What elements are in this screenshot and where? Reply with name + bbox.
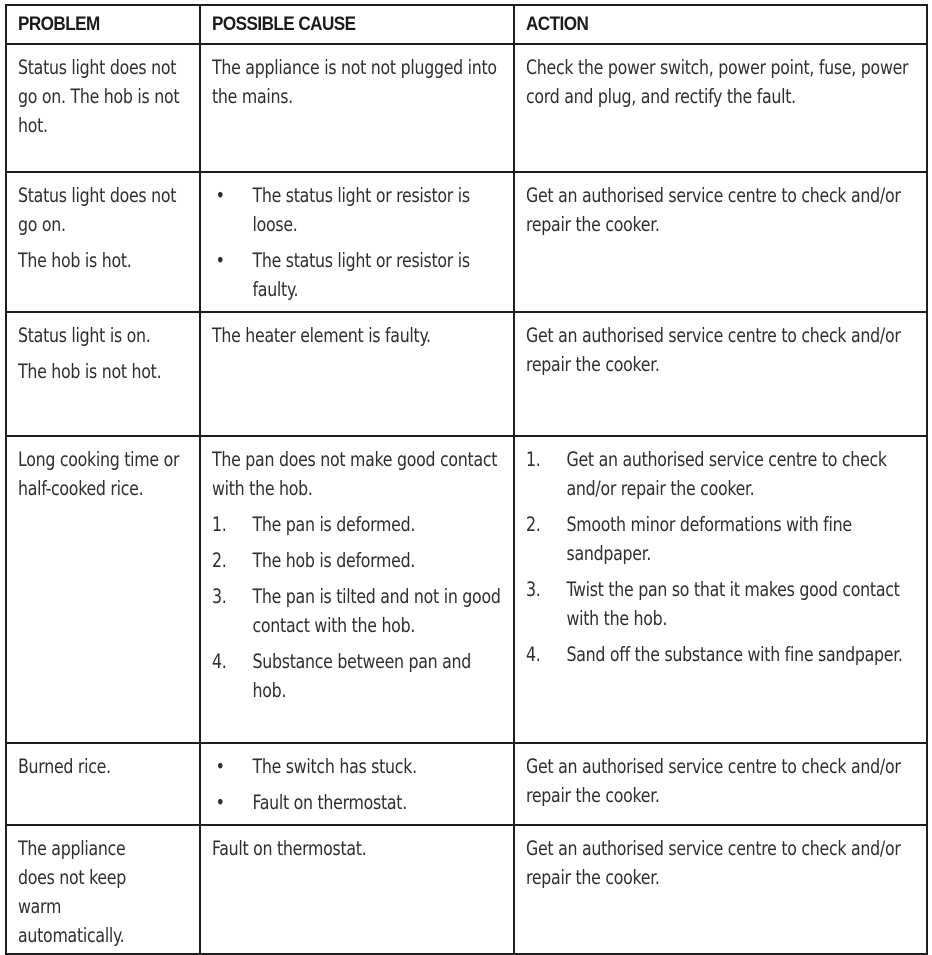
action-cell: Get an authorised service centre to check and/or repair the cooker. bbox=[514, 825, 927, 954]
list-item: 1. The pan is deformed. bbox=[212, 510, 507, 539]
cause-bullet-list bbox=[212, 181, 507, 304]
list-item: 4. Sand off the substance with fine sandpaper. bbox=[526, 640, 920, 669]
action-cell: Get an authorised service centre to check and/or repair the cooker. bbox=[514, 743, 927, 825]
table-row bbox=[6, 172, 927, 312]
list-item: 3. The pan is tilted and not in good contact with the hob. bbox=[212, 582, 507, 640]
problem-cell: Status light does not go on. The hob is not hot. bbox=[6, 44, 200, 172]
action-cell bbox=[514, 436, 927, 743]
table-row bbox=[6, 825, 927, 954]
bullet-marker: • bbox=[215, 791, 225, 814]
list-item: • The status light or resistor is faulty. bbox=[212, 246, 507, 304]
list-item: 3. Twist the pan so that it makes good contact with the hob. bbox=[526, 575, 920, 633]
action-numbered-list bbox=[526, 445, 920, 669]
number-marker: 3. bbox=[526, 578, 541, 601]
list-item: 2. The hob is deformed. bbox=[212, 546, 507, 575]
cause-numbered-list bbox=[212, 510, 507, 705]
number-marker: 2. bbox=[212, 549, 227, 572]
number-marker: 2. bbox=[526, 513, 541, 536]
list-item: • The status light or resistor is loose. bbox=[212, 181, 507, 239]
cause-cell: The appliance is not not plugged into the mains. bbox=[200, 44, 514, 172]
header-action: ACTION bbox=[514, 5, 927, 44]
number-marker: 4. bbox=[526, 643, 541, 666]
cause-cell: The pan does not make good contact with the hob. 1. The pan is deformed. 2. The hob is deformed. 3. The pan is tilted and not in good contact with the hob. 4. Substance between pan and hob. bbox=[200, 436, 514, 743]
list-item: 2. Smooth minor deformations with fine sandpaper. bbox=[526, 510, 920, 568]
bullet-marker: • bbox=[215, 249, 225, 272]
problem-cell: Status light is on. The hob is not hot. bbox=[6, 312, 200, 436]
header-problem: PROBLEM bbox=[6, 5, 200, 44]
list-item: • The switch has stuck. bbox=[212, 752, 507, 781]
number-marker: 3. bbox=[212, 585, 227, 608]
cause-cell: The heater element is faulty. bbox=[200, 312, 514, 436]
problem-cell: Long cooking time or half-cooked rice. bbox=[6, 436, 200, 743]
list-item: 4. Substance between pan and hob. bbox=[212, 647, 507, 705]
header-possible-cause: POSSIBLE CAUSE bbox=[200, 5, 514, 44]
problem-cell: Status light does not go on. The hob is hot. bbox=[6, 172, 200, 312]
action-cell: Check the power switch, power point, fuse, power cord and plug, and rectify the fault. bbox=[514, 44, 927, 172]
bullet-marker: • bbox=[215, 184, 225, 207]
number-marker: 1. bbox=[212, 513, 227, 536]
number-marker: 4. bbox=[212, 650, 227, 673]
action-cell: Get an authorised service centre to check and/or repair the cooker. bbox=[514, 172, 927, 312]
table-row bbox=[6, 743, 927, 825]
cause-cell bbox=[200, 172, 514, 312]
problem-cell: Burned rice. bbox=[6, 743, 200, 825]
list-item: 1. Get an authorised service centre to check and/or repair the cooker. bbox=[526, 445, 920, 503]
list-item: • Fault on thermostat. bbox=[212, 788, 507, 817]
problem-cell: The appliance does not keep warm automatically. bbox=[6, 825, 200, 954]
cause-cell: Fault on thermostat. bbox=[200, 825, 514, 954]
action-cell: Get an authorised service centre to check and/or repair the cooker. bbox=[514, 312, 927, 436]
table-row bbox=[6, 436, 927, 743]
cause-bullet-list bbox=[212, 752, 507, 817]
number-marker: 1. bbox=[526, 448, 541, 471]
bullet-marker: • bbox=[215, 755, 225, 778]
table-row bbox=[6, 44, 927, 172]
troubleshooting-table bbox=[5, 4, 928, 955]
header-row bbox=[6, 5, 927, 44]
cause-cell bbox=[200, 743, 514, 825]
table-row bbox=[6, 312, 927, 436]
